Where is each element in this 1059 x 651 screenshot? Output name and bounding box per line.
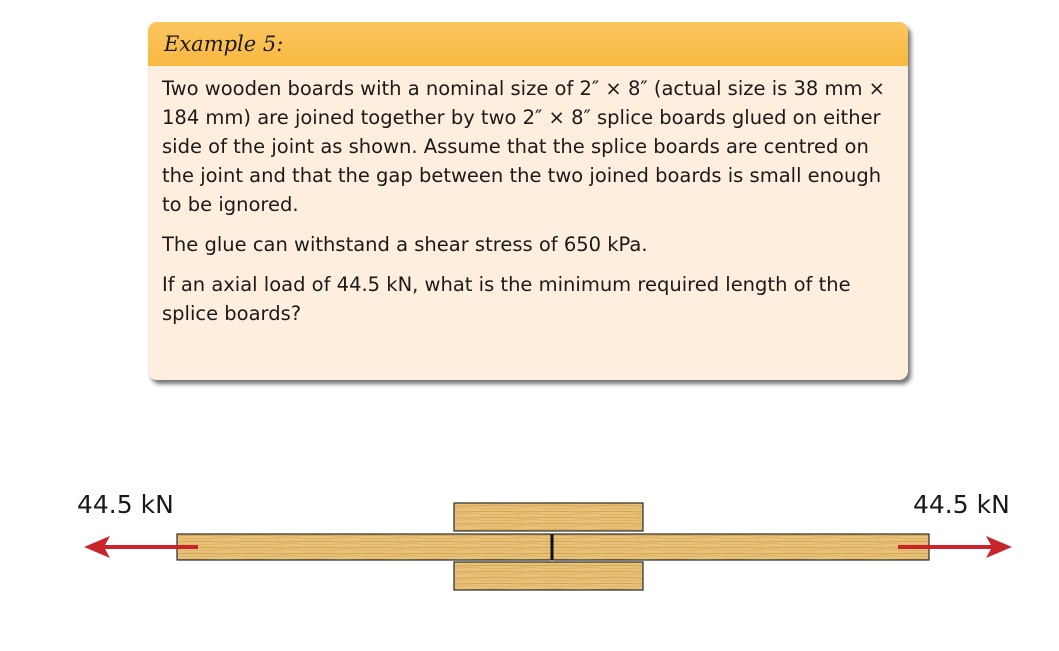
right-force-label: 44.5 kN xyxy=(913,490,1010,519)
right-main-board xyxy=(553,534,929,560)
bottom-splice-board xyxy=(454,562,643,590)
problem-paragraph-1: Two wooden boards with a nominal size of 2″ × 8″ (actual size is 38 mm × 184 mm) are joined together by two 2″ × 8″ splice boards glued on either side of the joint as shown. Assume that the splice boards are centred on the joint and that the gap between the two joined boards is small enough to be ignored. xyxy=(162,77,886,216)
top-splice-board xyxy=(454,503,643,531)
example-title: Example 5: xyxy=(148,22,908,66)
problem-paragraph-3: If an axial load of 44.5 kN, what is the minimum required length of the splice boards? xyxy=(162,273,851,325)
problem-paragraph-2: The glue can withstand a shear stress of 650 kPa. xyxy=(162,233,648,256)
left-force-label: 44.5 kN xyxy=(77,490,174,519)
left-main-board xyxy=(177,534,551,560)
